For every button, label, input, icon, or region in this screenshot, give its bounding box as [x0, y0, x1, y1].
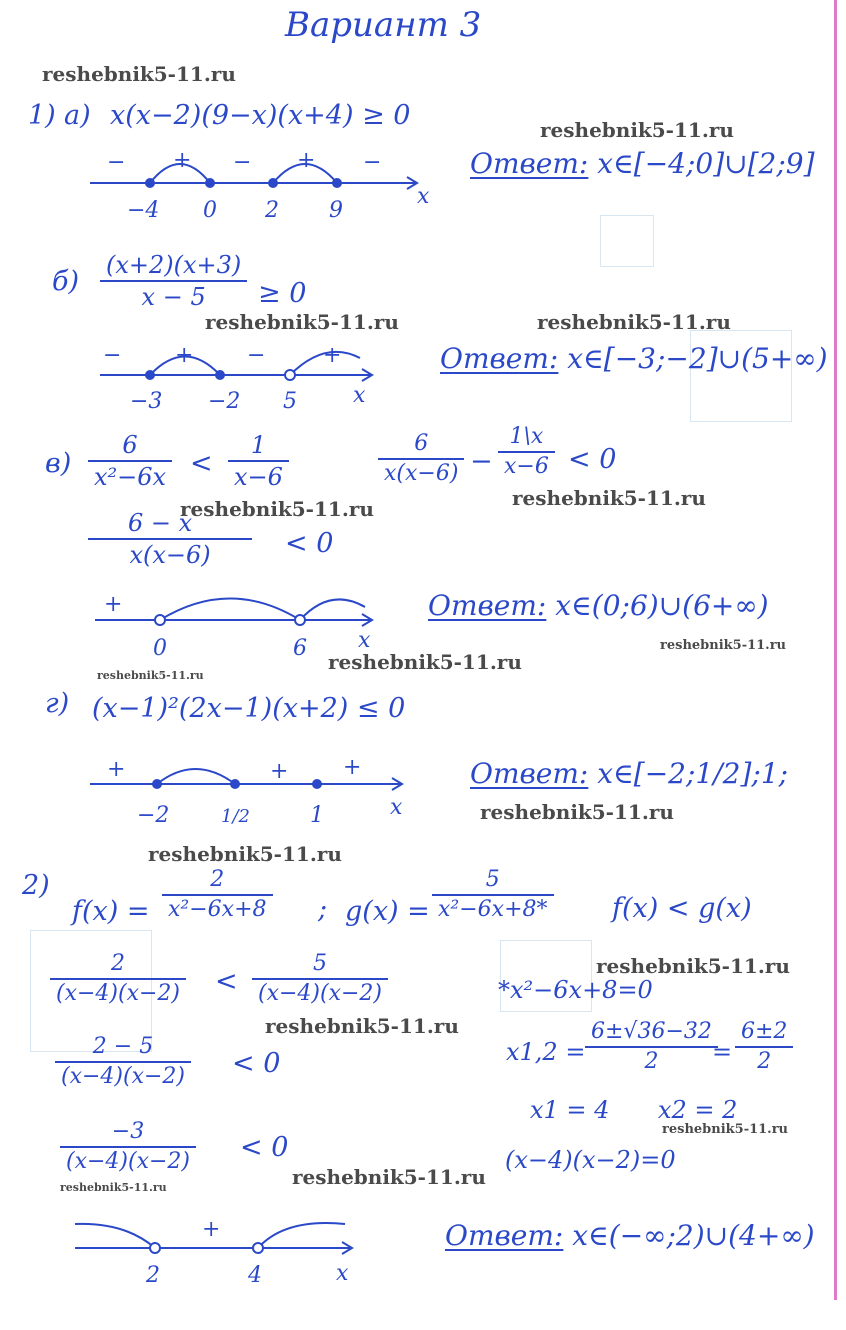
point-label: 0: [203, 198, 217, 223]
watermark: reshebnik5-11.ru: [265, 1014, 459, 1038]
notebook-margin-line: [834, 0, 837, 1300]
task1b-label: б): [52, 266, 80, 297]
answer-value: x∈[−2;1/2];1;: [597, 757, 789, 790]
answer-word: Ответ:: [445, 1219, 564, 1252]
sign-label: +: [173, 148, 192, 173]
fraction-numerator: 6: [378, 432, 464, 460]
task1g-inequality: (x−1)²(2x−1)(x+2) ≤ 0: [92, 693, 406, 724]
axis-var-label: x: [390, 795, 403, 820]
task2-f-lhs: f(x) =: [72, 896, 150, 927]
task2-g-lhs: g(x) =: [345, 896, 430, 927]
task1v-relation-1: <: [190, 448, 213, 479]
task1g-number-line: [85, 752, 425, 837]
fraction-denominator: x−6: [234, 463, 283, 492]
watermark: reshebnik5-11.ru: [480, 800, 674, 824]
task2-step3-fraction: [60, 1120, 196, 1174]
task1v-number-line: [90, 585, 390, 660]
axis-var-label: x: [336, 1261, 349, 1286]
task2-g-fraction: [432, 868, 554, 922]
sign-label: +: [270, 759, 289, 784]
point-label: 5: [283, 389, 297, 414]
point-label: −2: [208, 389, 241, 414]
fraction-numerator: 6: [88, 432, 172, 462]
point-label: 1: [310, 803, 324, 828]
task1-label: 1): [28, 100, 56, 131]
fraction-denominator: (x−4)(x−2): [66, 1149, 191, 1175]
fraction-numerator: 6±2: [735, 1020, 793, 1048]
watermark: reshebnik5-11.ru: [292, 1165, 486, 1189]
sign-label: +: [343, 755, 362, 780]
fraction-denominator: x(x−6): [129, 541, 211, 570]
task2-root-x2: x2 = 2: [658, 1096, 738, 1124]
task1b-relation: ≥ 0: [258, 278, 307, 309]
answer-value: x∈(−∞;2)∪(4+∞): [572, 1219, 815, 1252]
point-label: −3: [130, 389, 163, 414]
point-label: 0: [153, 636, 167, 661]
watermark: reshebnik5-11.ru: [537, 310, 731, 334]
task1v-fraction-3: [378, 432, 464, 486]
task1a-answer: [470, 147, 815, 180]
task1a-number-line: [85, 145, 445, 223]
task2-step1-fraction-right: [252, 952, 388, 1006]
task1v-relation-2: < 0: [568, 444, 617, 475]
axis-var-label: x: [417, 184, 430, 209]
sign-label: −: [103, 343, 122, 368]
task1v-answer: [428, 589, 769, 622]
task2-number-line: [70, 1210, 390, 1290]
fraction-numerator: 6 − x: [88, 510, 252, 540]
task2-condition: f(x) < g(x): [612, 893, 752, 924]
task2-step1-relation: <: [215, 966, 238, 997]
task2-quadratic-equation: *x²−6x+8=0: [498, 976, 653, 1004]
sign-label: −: [233, 150, 252, 175]
fraction-numerator: 6±√36−32: [585, 1020, 718, 1048]
sign-label: +: [202, 1217, 221, 1242]
task1a-inequality: x(x−2)(9−x)(x+4) ≥ 0: [110, 100, 411, 131]
watermark: reshebnik5-11.ru: [596, 954, 790, 978]
task2-label: 2): [22, 870, 50, 901]
watermark: reshebnik5-11.ru: [148, 842, 342, 866]
sign-label: −: [247, 343, 266, 368]
point-label: 6: [293, 636, 307, 661]
task2-step3-relation: < 0: [240, 1132, 289, 1163]
sign-label: +: [175, 343, 194, 368]
fraction-numerator: (x+2)(x+3): [100, 252, 247, 282]
fraction-denominator: x²−6x+8: [168, 897, 267, 923]
answer-value: x∈(0;6)∪(6+∞): [555, 589, 769, 622]
task1v-minus: −: [470, 446, 493, 477]
point-label: 4: [248, 1263, 262, 1288]
sign-label: +: [323, 343, 342, 368]
point-label: 2: [265, 198, 279, 223]
watermark: reshebnik5-11.ru: [97, 669, 204, 682]
task1b-fraction: [100, 252, 247, 311]
fraction-numerator: 5: [432, 868, 554, 896]
task2-separator: ;: [318, 894, 328, 925]
fraction-denominator: x(x−6): [384, 461, 459, 487]
answer-word: Ответ:: [470, 757, 589, 790]
fraction-numerator: 1: [228, 432, 289, 462]
fraction-numerator: 2 − 5: [55, 1035, 191, 1063]
page-title: Вариант 3: [285, 5, 482, 45]
task2-roots-fraction: [585, 1020, 718, 1074]
fraction-denominator: (x−4)(x−2): [258, 981, 383, 1007]
task2-roots-equals: =: [712, 1038, 733, 1066]
answer-value: x∈[−4;0]∪[2;9]: [597, 147, 815, 180]
fraction-denominator: 2: [644, 1049, 659, 1075]
sign-label: +: [107, 757, 126, 782]
task2-answer: [445, 1219, 815, 1252]
watermark: reshebnik5-11.ru: [180, 497, 374, 521]
task1v-relation-3: < 0: [285, 528, 334, 559]
task2-roots-lhs: x1,2 =: [506, 1038, 586, 1066]
sign-label: +: [104, 592, 123, 617]
task1v-fraction-1: [88, 432, 172, 491]
fraction-denominator: x − 5: [141, 283, 206, 312]
fraction-denominator: (x−4)(x−2): [56, 981, 181, 1007]
axis-var-label: x: [358, 628, 371, 653]
task2-f-fraction: [162, 868, 273, 922]
point-label: 1/2: [221, 806, 250, 827]
watermark: reshebnik5-11.ru: [205, 310, 399, 334]
watermark: reshebnik5-11.ru: [328, 650, 522, 674]
watermark: reshebnik5-11.ru: [660, 638, 787, 653]
task1g-answer: [470, 757, 789, 790]
task2-step1-fraction-left: [50, 952, 186, 1006]
task2-step2-relation: < 0: [232, 1048, 281, 1079]
task1b-number-line: [95, 340, 395, 415]
fraction-denominator: x²−6x+8*: [438, 897, 548, 923]
fraction-denominator: x−6: [504, 454, 549, 480]
answer-value: x∈[−3;−2]∪(5+∞): [567, 342, 828, 375]
fraction-numerator: −3: [60, 1120, 196, 1148]
task1a-label: а): [64, 100, 91, 131]
watermark: reshebnik5-11.ru: [540, 118, 734, 142]
fraction-denominator: x²−6x: [94, 463, 167, 492]
fraction-denominator: (x−4)(x−2): [61, 1064, 186, 1090]
sign-label: +: [297, 148, 316, 173]
point-label: 9: [329, 198, 343, 223]
fraction-numerator: 2: [162, 868, 273, 896]
task2-factored-equation: (x−4)(x−2)=0: [505, 1146, 676, 1174]
answer-word: Ответ:: [470, 147, 589, 180]
sign-label: −: [363, 150, 382, 175]
task1v-label: в): [45, 448, 72, 479]
point-label: 2: [146, 1263, 160, 1288]
fraction-numerator: 1\x: [498, 425, 555, 453]
task2-roots-fraction-2: [735, 1020, 793, 1074]
task2-root-x1: x1 = 4: [530, 1096, 610, 1124]
answer-word: Ответ:: [428, 589, 547, 622]
point-label: −4: [127, 198, 160, 223]
task1v-fraction-2: [228, 432, 289, 491]
watermark: reshebnik5-11.ru: [60, 1181, 167, 1194]
point-label: −2: [137, 803, 170, 828]
fraction-denominator: 2: [757, 1049, 772, 1075]
axis-var-label: x: [353, 383, 366, 408]
task1v-fraction-4: [498, 425, 555, 479]
watermark: reshebnik5-11.ru: [662, 1122, 789, 1137]
watermark: reshebnik5-11.ru: [42, 62, 236, 86]
task1g-label: г): [45, 688, 70, 719]
fraction-numerator: 2: [50, 952, 186, 980]
task2-step2-fraction: [55, 1035, 191, 1089]
fraction-numerator: 5: [252, 952, 388, 980]
grid-fragment: [600, 215, 654, 267]
watermark: reshebnik5-11.ru: [512, 486, 706, 510]
answer-word: Ответ:: [440, 342, 559, 375]
sign-label: −: [107, 150, 126, 175]
task1b-answer: [440, 342, 828, 375]
